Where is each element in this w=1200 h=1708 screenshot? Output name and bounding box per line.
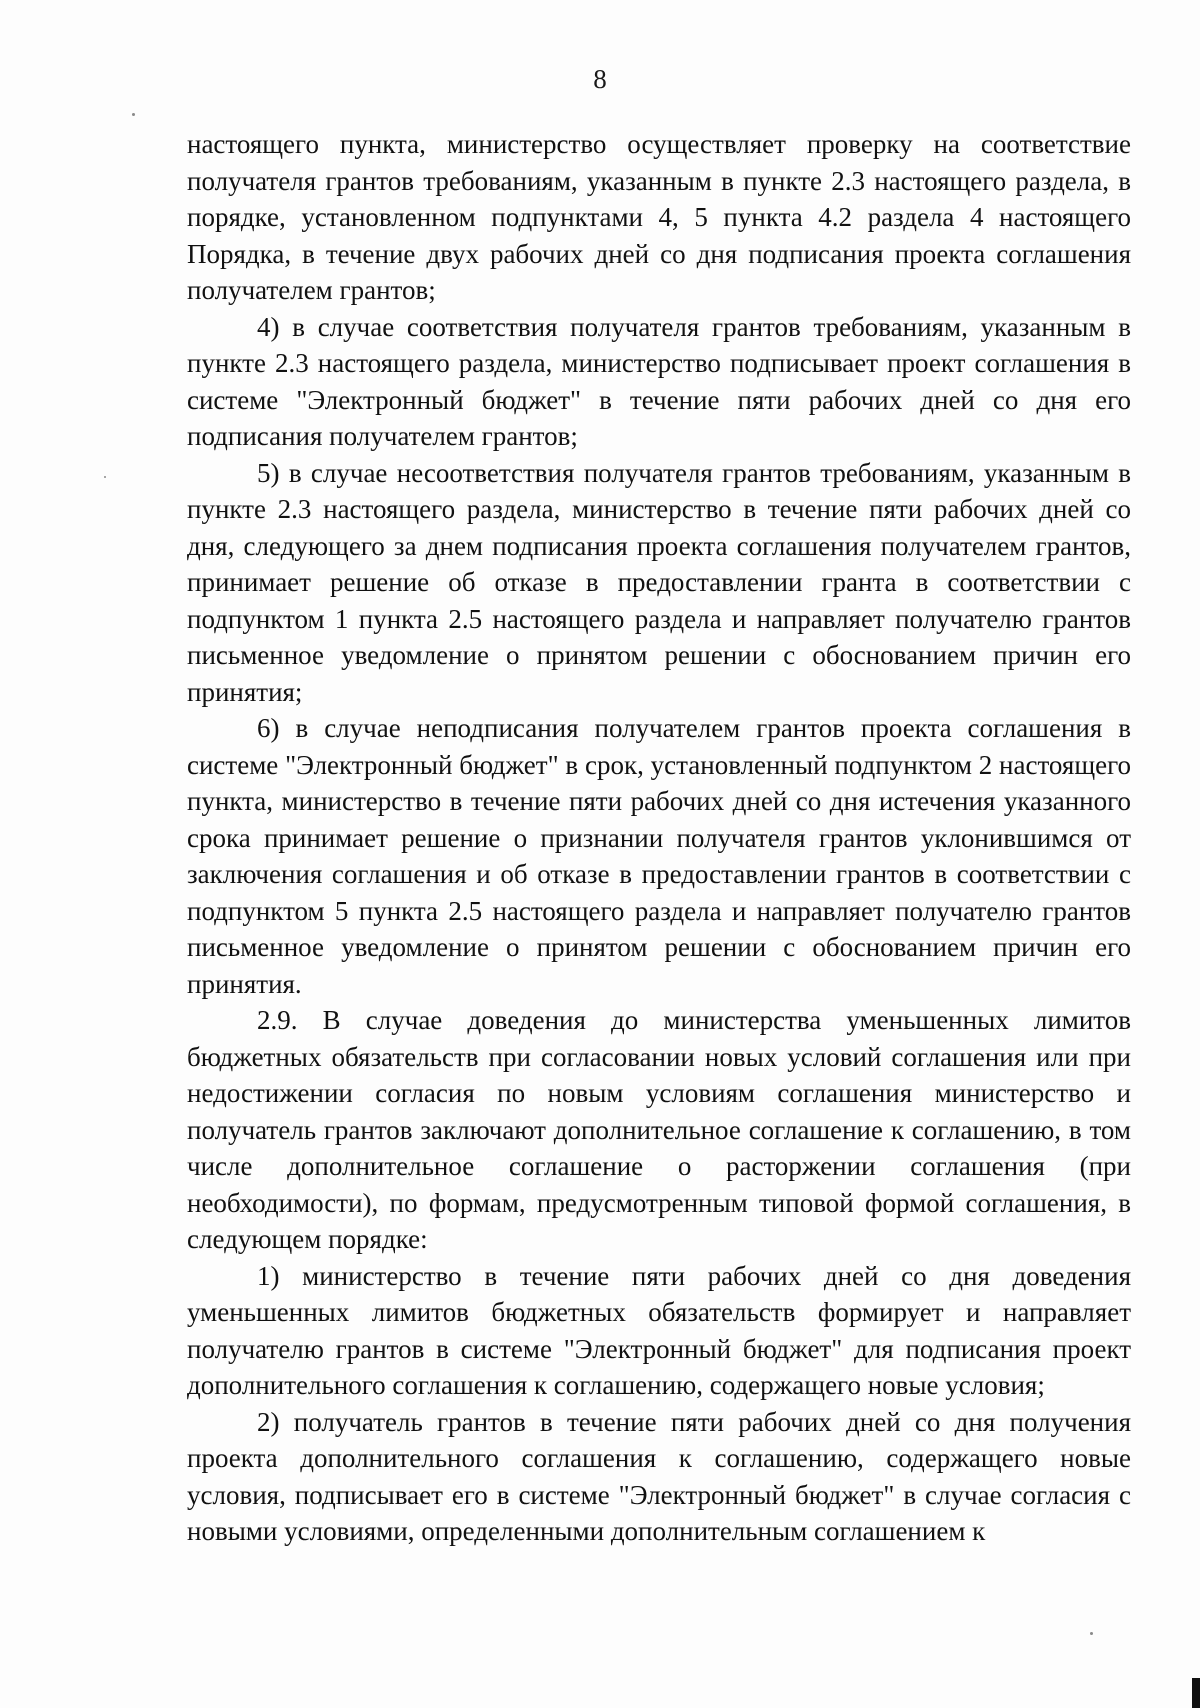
page-number: 8 bbox=[593, 64, 607, 94]
paragraph-subitem-1: 1) министерство в течение пяти рабочих дней со дня доведения уменьшенных лимитов бюджетных обязательств формирует и направляет получателю грантов в системе "Электронный бюджет" для подписания проект дополнительного соглашения к соглашению, содержащего новые условия; bbox=[187, 1260, 1131, 1400]
paragraph-continuation: настоящего пункта, министерство осуществляет проверку на соответствие получателя грантов требованиям, указанным в пункте 2.3 настоящего раздела, в порядке, установленном подпунктами 4, 5 пункта 4.2 раздела 4 настоящего Порядка, в течение двух рабочих дней со дня подписания проекта соглашения получателем грантов; bbox=[187, 129, 1131, 305]
paragraph-subitem-2: 2) получатель грантов в течение пяти рабочих дней со дня получения проекта дополнительного соглашения к соглашению, содержащего новые условия, подписывает его в системе "Электронный бюджет" в случае согласия с новыми условиями, определенными дополнительным соглашением к bbox=[187, 1406, 1131, 1546]
document-body bbox=[187, 126, 1131, 1550]
paragraph-item-6: 6) в случае неподписания получателем грантов проекта соглашения в системе "Электронный бюджет" в срок, установленный подпунктом 2 настоящего пункта, министерство в течение пяти рабочих дней со дня истечения указанного срока принимает решение о признании получателя грантов уклонившимся от заключения соглашения и об отказе в предоставлении грантов в соответствии с подпунктом 5 пункта 2.5 настоящего раздела и направляет получателю грантов письменное уведомление о принятом решении с обоснованием причин его принятия. bbox=[187, 713, 1131, 999]
scan-speck bbox=[1090, 1632, 1093, 1635]
paragraph-clause-2-9: 2.9. В случае доведения до министерства уменьшенных лимитов бюджетных обязательств при согласовании новых условий соглашения или при недостижении согласия по новым условиям соглашения министерство и получатель грантов заключают дополнительное соглашение к соглашению, в том числе дополнительное соглашение о расторжении соглашения (при необходимости), по формам, предусмотренным типовой формой соглашения, в следующем порядке: bbox=[187, 1005, 1131, 1254]
paragraph-item-4: 4) в случае соответствия получателя грантов требованиям, указанным в пункте 2.3 настоящего раздела, министерство подписывает проект соглашения в системе "Электронный бюджет" в течение пяти рабочих дней со дня его подписания получателем грантов; bbox=[187, 311, 1131, 451]
scan-speck bbox=[132, 113, 135, 116]
scan-edge-mark bbox=[1192, 1678, 1200, 1708]
scan-speck bbox=[104, 476, 106, 478]
paragraph-item-5: 5) в случае несоответствия получателя грантов требованиям, указанным в пункте 2.3 настоящего раздела, министерство в течение пяти рабочих дней со дня, следующего за днем подписания проекта соглашения получателем грантов, принимает решение об отказе в предоставлении гранта в соответствии с подпунктом 1 пункта 2.5 настоящего раздела и направляет получателю грантов письменное уведомление о принятом решении с обоснованием причин его принятия; bbox=[187, 457, 1131, 707]
